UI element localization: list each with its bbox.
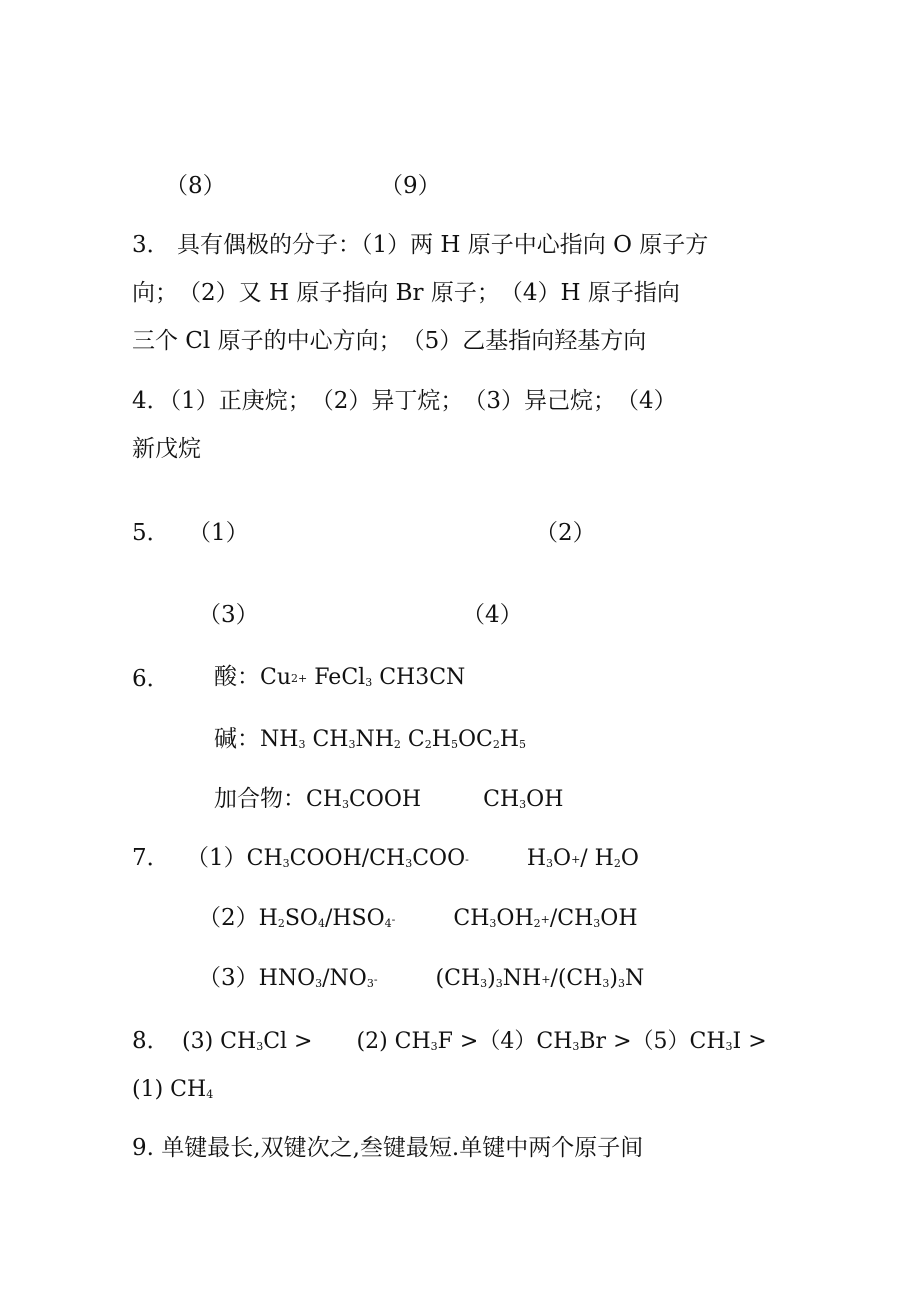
q5-label-4: （4） bbox=[462, 602, 523, 628]
q4-line-1: 4．（1）正庚烷； （2）异丁烷； （3）异己烷； （4） bbox=[132, 388, 677, 414]
q4-line-2: 新戊烷 bbox=[132, 436, 201, 462]
q7-number: 7． bbox=[132, 845, 170, 871]
q5-number: 5． bbox=[132, 520, 170, 546]
q8-number: 8． bbox=[132, 1028, 170, 1054]
q6-base-line: 碱：$NH_3$ $CH_3NH_2$ $C_2H_5OC_2H_5$ bbox=[214, 726, 526, 752]
q6-number: 6． bbox=[132, 666, 170, 692]
q5-label-2: （2） bbox=[535, 520, 596, 546]
q3-line-3: 三个 Cl 原子的中心方向； （5）乙基指向羟基方向 bbox=[132, 328, 647, 354]
q6-adduct-line: 加合物：$CH_3COOH$ $CH_3OH$ bbox=[214, 786, 564, 812]
q8-line-1: (3) $CH_3Cl > (2)$ $CH_3F >(4)CH_3Br >(5)CH_3I$ > bbox=[182, 1029, 767, 1054]
q3-line-1: 3． 具有偶极的分子：（1）两 H 原子中心指向 O 原子方 bbox=[132, 232, 709, 258]
q7-row-1: $(1)CH_3COOH/CH_3COO^-$ $H_3O^+/$ $H_2O$ bbox=[186, 845, 639, 871]
q8-line-2: (1) $CH_4$ bbox=[132, 1077, 214, 1102]
q5-label-1: （1） bbox=[188, 520, 249, 546]
q7-row-2: $(2)H_2SO_4/HSO_4^-$ $CH_3OH_2^+/CH_3OH$ bbox=[198, 905, 638, 931]
q5-label-3: （3） bbox=[198, 602, 259, 628]
q6-acid-line: 酸：$Cu^{2+}$ FeCl$_3$ CH3CN bbox=[214, 664, 466, 690]
label-8: （8） bbox=[165, 173, 226, 199]
label-9: （9） bbox=[380, 173, 441, 199]
q9-line-1: 9. 单键最长,双键次之,叁键最短.单键中两个原子间 bbox=[132, 1135, 644, 1161]
q7-row-3: $(3)HNO_3/NO_3^-$ $(CH_3)_3NH^+/(CH_3)_3N$ bbox=[198, 965, 645, 991]
q3-line-2: 向； （2）又 H 原子指向 Br 原子； （4）H 原子指向 bbox=[132, 280, 680, 306]
